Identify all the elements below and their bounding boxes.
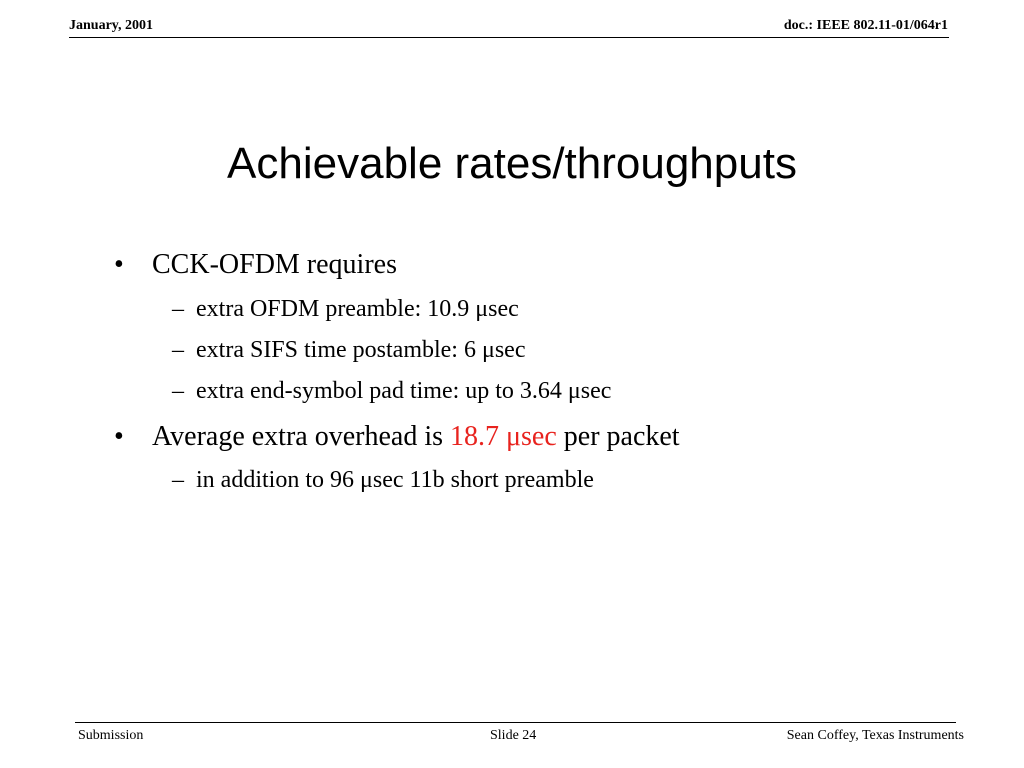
- bullet-text-after: per packet: [556, 421, 680, 452]
- bullet-marker: •: [114, 249, 124, 280]
- sub-bullet-pad-time: extra end-symbol pad time: up to 3.64 μsec: [196, 378, 612, 404]
- sub-bullet-ofdm-preamble: extra OFDM preamble: 10.9 μsec: [196, 296, 519, 322]
- header-date: January, 2001: [69, 18, 154, 33]
- highlight-overhead-value: 18.7 μsec: [450, 421, 557, 452]
- sub-bullet-marker: –: [172, 378, 184, 404]
- footer-slide-number: Slide 24: [490, 728, 537, 743]
- bullet-text-cck-ofdm: CCK-OFDM requires: [152, 249, 397, 280]
- footer-divider: [75, 722, 956, 723]
- bullet-marker: •: [114, 421, 124, 452]
- sub-bullet-sifs-postamble: extra SIFS time postamble: 6 μsec: [196, 337, 526, 363]
- sub-bullet-marker: –: [172, 467, 184, 493]
- sub-bullet-marker: –: [172, 296, 184, 322]
- footer-submission: Submission: [78, 728, 144, 743]
- sub-bullet-short-preamble: in addition to 96 μsec 11b short preamble: [196, 467, 594, 493]
- sub-bullet-marker: –: [172, 337, 184, 363]
- bullet-text-average-overhead: [152, 421, 680, 453]
- footer-author: Sean Coffey, Texas Instruments: [786, 728, 964, 743]
- slide-title: Achievable rates/throughputs: [227, 139, 797, 188]
- bullet-text-before: Average extra overhead is: [152, 421, 450, 452]
- header-doc-id: doc.: IEEE 802.11-01/064r1: [783, 18, 948, 33]
